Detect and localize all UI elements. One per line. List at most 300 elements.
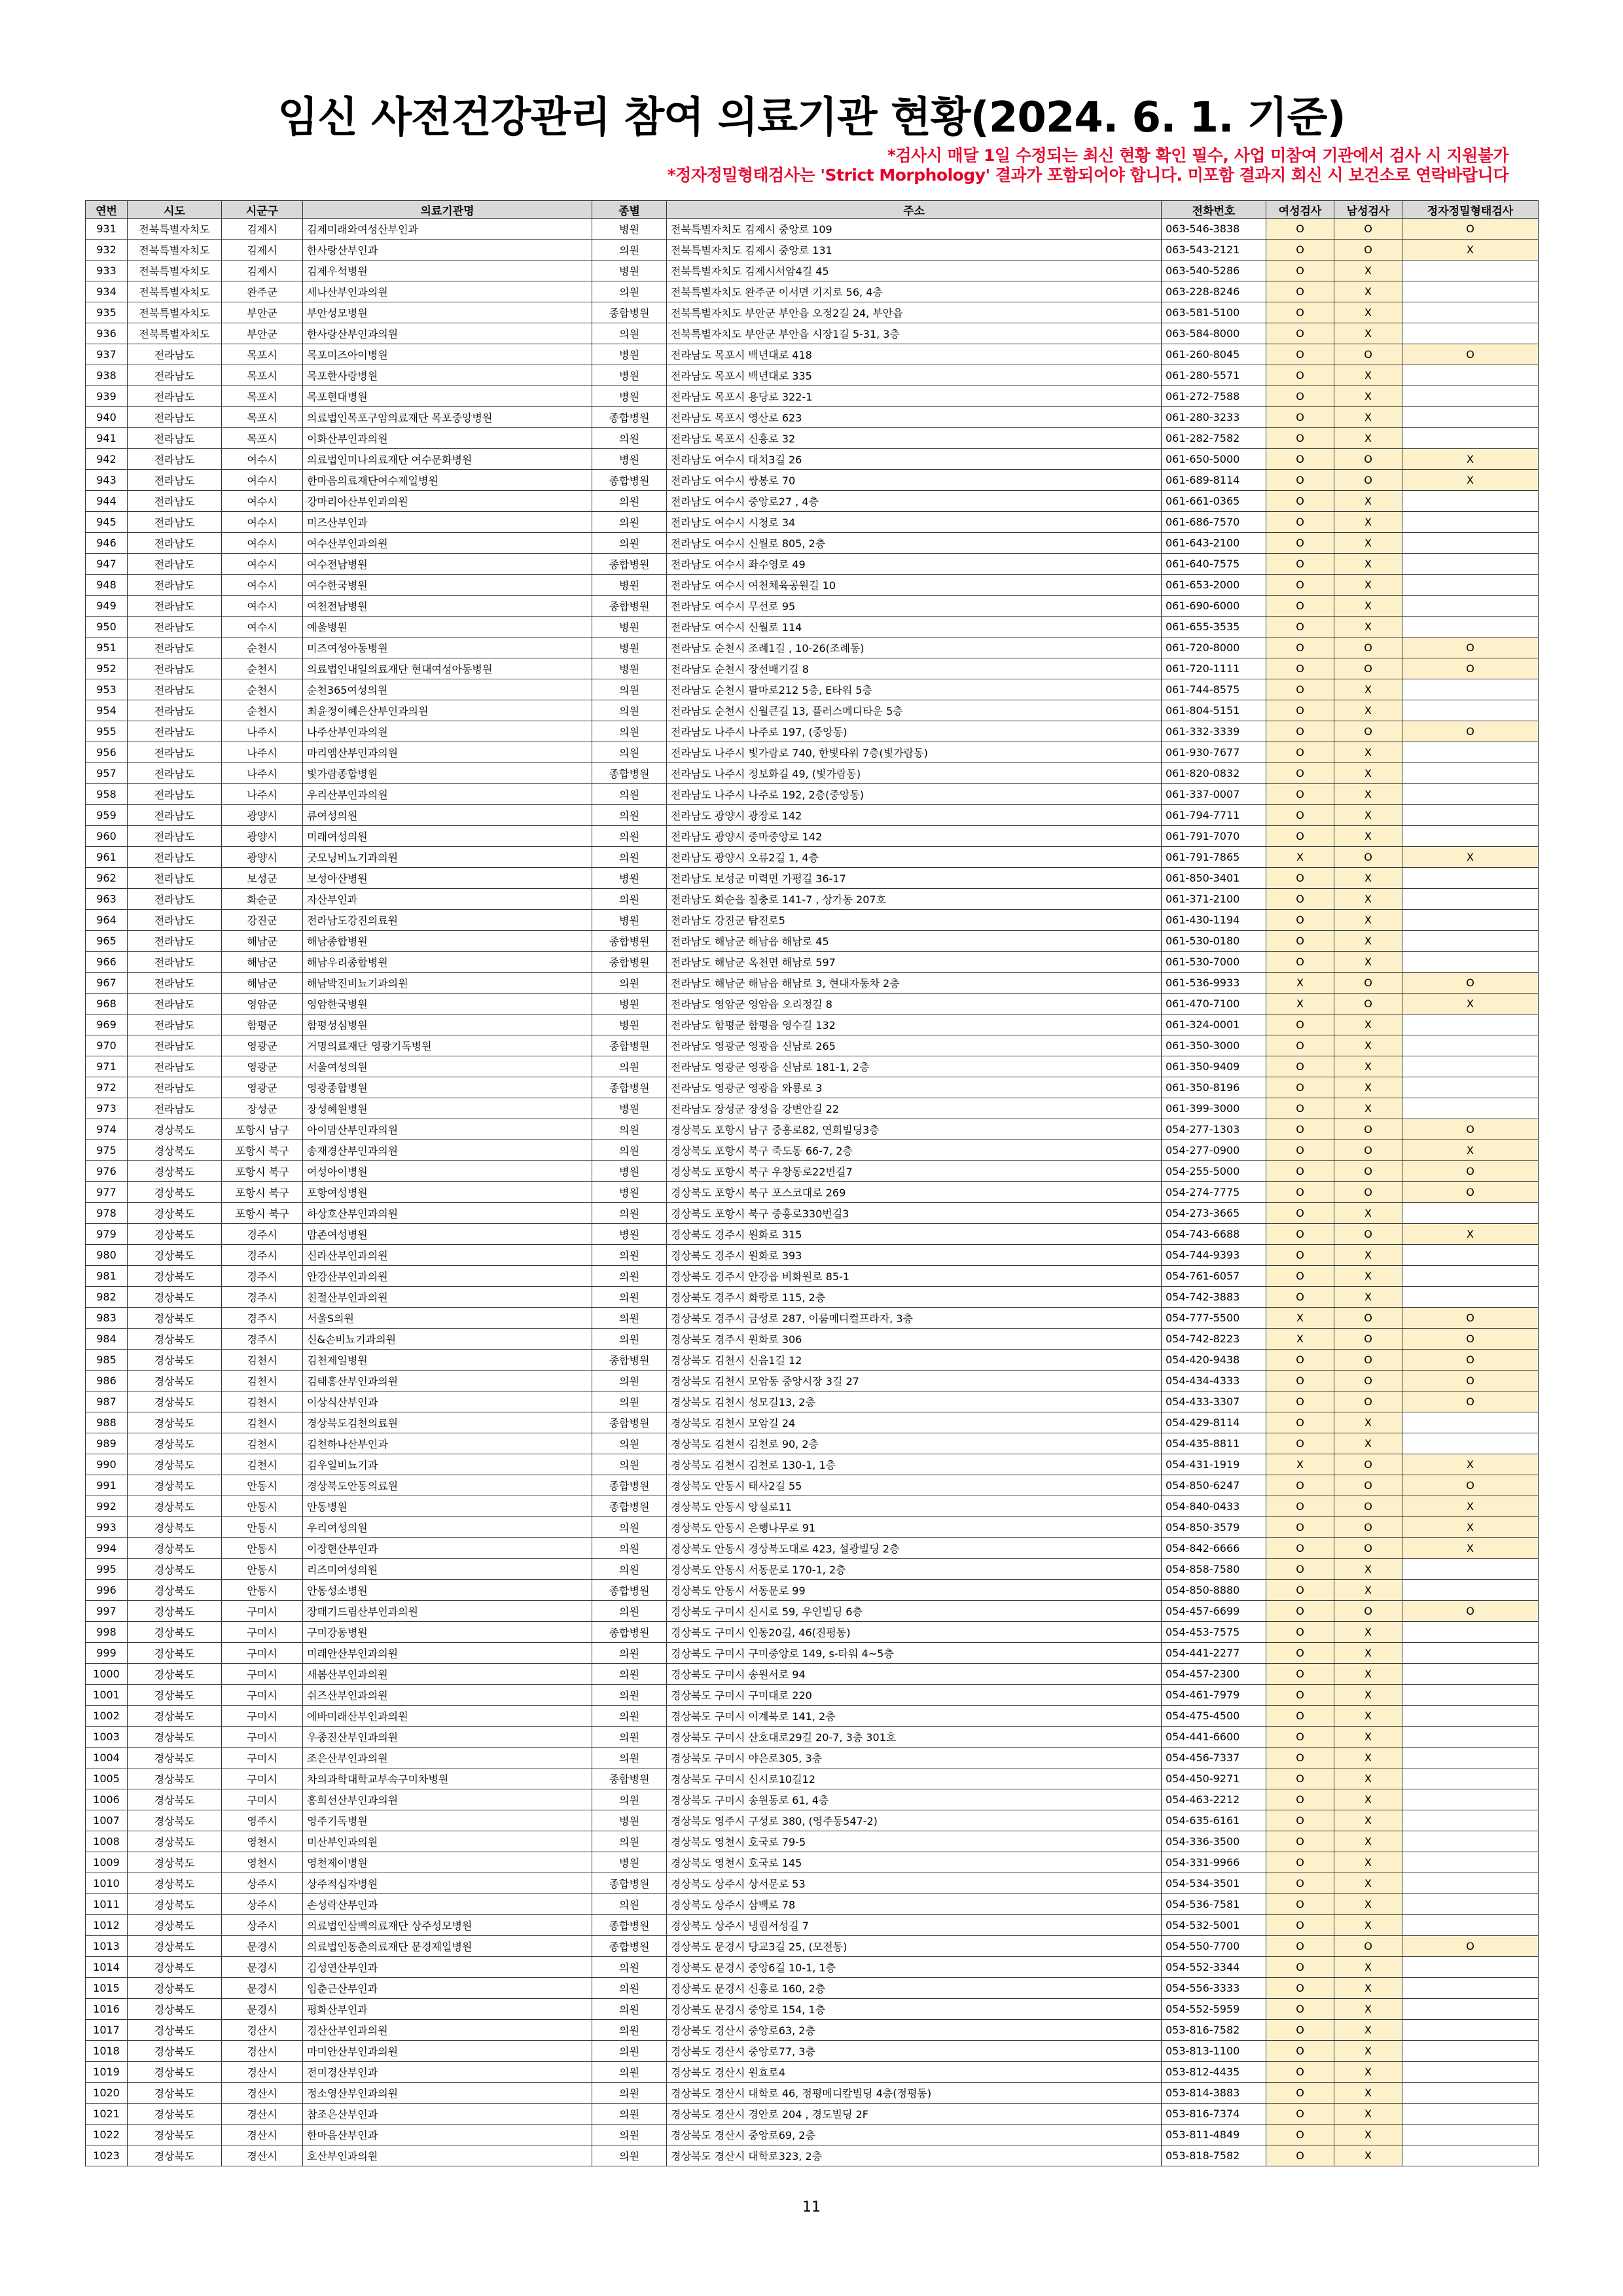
cell-male-test: X <box>1334 596 1402 617</box>
cell-male-test: O <box>1334 1308 1402 1329</box>
cell-province: 경상북도 <box>128 1727 222 1748</box>
cell-province: 경상북도 <box>128 1810 222 1831</box>
cell-city: 안동시 <box>222 1517 303 1538</box>
cell-province: 전북특별자치도 <box>128 281 222 302</box>
cell-seq: 968 <box>86 994 128 1014</box>
cell-city: 경산시 <box>222 2083 303 2104</box>
cell-institution: 김제우석병원 <box>303 260 592 281</box>
cell-city: 여수시 <box>222 554 303 575</box>
cell-institution: 우리산부인과의원 <box>303 784 592 805</box>
cell-city: 목포시 <box>222 365 303 386</box>
cell-address: 경상북도 김천시 김천로 90, 2층 <box>667 1433 1162 1454</box>
cell-female-test: O <box>1266 596 1334 617</box>
cell-province: 경상북도 <box>128 1266 222 1287</box>
cell-phone: 054-552-3344 <box>1162 1957 1266 1978</box>
cell-institution: 한마음산부인과 <box>303 2125 592 2145</box>
cell-sperm-morphology <box>1402 1643 1539 1664</box>
cell-seq: 1023 <box>86 2145 128 2166</box>
cell-institution: 장성혜원병원 <box>303 1098 592 1119</box>
cell-seq: 998 <box>86 1622 128 1643</box>
cell-phone: 061-690-6000 <box>1162 596 1266 617</box>
cell-city: 목포시 <box>222 344 303 365</box>
cell-city: 완주군 <box>222 281 303 302</box>
cell-type: 병원 <box>592 219 667 240</box>
cell-male-test: X <box>1334 1643 1402 1664</box>
table-row <box>86 1748 1539 1768</box>
cell-city: 김제시 <box>222 219 303 240</box>
cell-city: 여수시 <box>222 449 303 470</box>
cell-province: 경상북도 <box>128 1371 222 1391</box>
cell-address: 경상북도 문경시 중앙로 154, 1층 <box>667 1999 1162 2020</box>
cell-province: 전라남도 <box>128 658 222 679</box>
cell-phone: 054-420-9438 <box>1162 1350 1266 1371</box>
cell-male-test: X <box>1334 1559 1402 1580</box>
cell-type: 병원 <box>592 910 667 931</box>
cell-female-test: O <box>1266 1852 1334 1873</box>
cell-institution: 김우일비뇨기과 <box>303 1454 592 1475</box>
cell-institution: 해남종합병원 <box>303 931 592 952</box>
cell-female-test: O <box>1266 1580 1334 1601</box>
cell-province: 전북특별자치도 <box>128 219 222 240</box>
cell-city: 영광군 <box>222 1035 303 1056</box>
cell-institution: 새봄산부인과의원 <box>303 1664 592 1685</box>
cell-address: 경상북도 구미시 구미대로 220 <box>667 1685 1162 1706</box>
cell-male-test: X <box>1334 1077 1402 1098</box>
cell-female-test: O <box>1266 1203 1334 1224</box>
cell-type: 병원 <box>592 1810 667 1831</box>
cell-address: 경상북도 경산시 중앙로77, 3층 <box>667 2041 1162 2062</box>
table-row <box>86 637 1539 658</box>
table-row <box>86 1936 1539 1957</box>
table-row <box>86 491 1539 512</box>
cell-female-test: X <box>1266 994 1334 1014</box>
cell-institution: 영암한국병원 <box>303 994 592 1014</box>
cell-city: 구미시 <box>222 1727 303 1748</box>
cell-city: 구미시 <box>222 1748 303 1768</box>
cell-type: 병원 <box>592 994 667 1014</box>
cell-address: 경상북도 경주시 원화로 315 <box>667 1224 1162 1245</box>
cell-address: 전북특별자치도 김제시 중앙로 109 <box>667 219 1162 240</box>
cell-province: 전라남도 <box>128 617 222 637</box>
cell-city: 함평군 <box>222 1014 303 1035</box>
cell-province: 전라남도 <box>128 637 222 658</box>
cell-address: 경상북도 구미시 신시로 59, 우인빌딩 6층 <box>667 1601 1162 1622</box>
cell-type: 의원 <box>592 512 667 533</box>
cell-sperm-morphology <box>1402 1978 1539 1999</box>
cell-type: 의원 <box>592 1433 667 1454</box>
cell-male-test: X <box>1334 281 1402 302</box>
cell-seq: 979 <box>86 1224 128 1245</box>
table-row <box>86 931 1539 952</box>
cell-phone: 054-277-1303 <box>1162 1119 1266 1140</box>
cell-institution: 김천제일병원 <box>303 1350 592 1371</box>
cell-sperm-morphology: O <box>1402 1371 1539 1391</box>
cell-female-test: O <box>1266 1664 1334 1685</box>
cell-city: 경산시 <box>222 2041 303 2062</box>
cell-female-test: O <box>1266 931 1334 952</box>
cell-province: 전북특별자치도 <box>128 323 222 344</box>
cell-seq: 1002 <box>86 1706 128 1727</box>
cell-city: 김천시 <box>222 1412 303 1433</box>
cell-address: 전북특별자치도 김제시서암4길 45 <box>667 260 1162 281</box>
cell-province: 경상북도 <box>128 1475 222 1496</box>
cell-seq: 938 <box>86 365 128 386</box>
cell-address: 경상북도 구미시 송원서로 94 <box>667 1664 1162 1685</box>
cell-city: 순천시 <box>222 679 303 700</box>
cell-province: 경상북도 <box>128 1936 222 1957</box>
cell-phone: 061-536-9933 <box>1162 973 1266 994</box>
cell-phone: 053-816-7582 <box>1162 2020 1266 2041</box>
cell-sperm-morphology <box>1402 931 1539 952</box>
cell-seq: 937 <box>86 344 128 365</box>
cell-phone: 061-371-2100 <box>1162 889 1266 910</box>
cell-city: 강진군 <box>222 910 303 931</box>
cell-address: 전라남도 나주시 나주로 197, (중앙동) <box>667 721 1162 742</box>
cell-phone: 054-850-8880 <box>1162 1580 1266 1601</box>
cell-male-test: O <box>1334 721 1402 742</box>
cell-female-test: O <box>1266 889 1334 910</box>
cell-male-test: X <box>1334 952 1402 973</box>
cell-male-test: X <box>1334 386 1402 407</box>
cell-sperm-morphology <box>1402 1580 1539 1601</box>
table-row <box>86 1999 1539 2020</box>
cell-female-test: O <box>1266 1224 1334 1245</box>
cell-sperm-morphology <box>1402 2125 1539 2145</box>
cell-institution: 경산산부인과의원 <box>303 2020 592 2041</box>
cell-seq: 967 <box>86 973 128 994</box>
cell-seq: 947 <box>86 554 128 575</box>
cell-seq: 975 <box>86 1140 128 1161</box>
cell-city: 경산시 <box>222 2125 303 2145</box>
cell-phone: 053-813-1100 <box>1162 2041 1266 2062</box>
cell-sperm-morphology <box>1402 386 1539 407</box>
cell-phone: 054-761-6057 <box>1162 1266 1266 1287</box>
cell-sperm-morphology <box>1402 1685 1539 1706</box>
cell-city: 영천시 <box>222 1831 303 1852</box>
cell-phone: 061-661-0365 <box>1162 491 1266 512</box>
cell-phone: 054-850-6247 <box>1162 1475 1266 1496</box>
cell-type: 의원 <box>592 1266 667 1287</box>
cell-institution: 의료법인내일의료재단 현대여성아동병원 <box>303 658 592 679</box>
cell-seq: 945 <box>86 512 128 533</box>
cell-phone: 061-430-1194 <box>1162 910 1266 931</box>
cell-city: 상주시 <box>222 1915 303 1936</box>
cell-male-test: X <box>1334 2145 1402 2166</box>
cell-sperm-morphology <box>1402 260 1539 281</box>
col-header-male-test: 남성검사 <box>1334 201 1402 219</box>
cell-phone: 061-794-7711 <box>1162 805 1266 826</box>
cell-male-test: X <box>1334 1852 1402 1873</box>
cell-province: 전라남도 <box>128 575 222 596</box>
cell-province: 전라남도 <box>128 994 222 1014</box>
cell-seq: 1018 <box>86 2041 128 2062</box>
cell-type: 의원 <box>592 847 667 868</box>
cell-institution: 보성아산병원 <box>303 868 592 889</box>
cell-sperm-morphology <box>1402 1894 1539 1915</box>
cell-institution: 해남우리종합병원 <box>303 952 592 973</box>
cell-female-test: O <box>1266 1936 1334 1957</box>
cell-type: 종합병원 <box>592 596 667 617</box>
cell-phone: 054-273-3665 <box>1162 1203 1266 1224</box>
cell-male-test: O <box>1334 637 1402 658</box>
cell-sperm-morphology: O <box>1402 1475 1539 1496</box>
cell-province: 전라남도 <box>128 449 222 470</box>
cell-phone: 061-686-7570 <box>1162 512 1266 533</box>
cell-sperm-morphology <box>1402 491 1539 512</box>
cell-female-test: O <box>1266 1559 1334 1580</box>
cell-female-test: O <box>1266 1014 1334 1035</box>
cell-female-test: O <box>1266 2062 1334 2083</box>
cell-province: 경상북도 <box>128 1643 222 1664</box>
cell-institution: 해남박진비뇨기과의원 <box>303 973 592 994</box>
cell-city: 포항시 북구 <box>222 1203 303 1224</box>
cell-institution: 아이맘산부인과의원 <box>303 1119 592 1140</box>
table-row <box>86 2041 1539 2062</box>
cell-city: 구미시 <box>222 1643 303 1664</box>
table-row <box>86 847 1539 868</box>
cell-seq: 976 <box>86 1161 128 1182</box>
cell-province: 전라남도 <box>128 868 222 889</box>
cell-male-test: X <box>1334 1412 1402 1433</box>
cell-province: 전라남도 <box>128 889 222 910</box>
cell-type: 의원 <box>592 1643 667 1664</box>
cell-province: 경상북도 <box>128 1140 222 1161</box>
cell-sperm-morphology: O <box>1402 973 1539 994</box>
cell-type: 의원 <box>592 1371 667 1391</box>
cell-female-test: O <box>1266 302 1334 323</box>
cell-phone: 061-350-9409 <box>1162 1056 1266 1077</box>
cell-sperm-morphology <box>1402 1035 1539 1056</box>
cell-address: 경상북도 구미시 송원동로 61, 4층 <box>667 1789 1162 1810</box>
cell-address: 전라남도 순천시 신월큰길 13, 플러스메디타운 5층 <box>667 700 1162 721</box>
cell-sperm-morphology <box>1402 533 1539 554</box>
table-row <box>86 1706 1539 1727</box>
cell-sperm-morphology <box>1402 1287 1539 1308</box>
cell-seq: 934 <box>86 281 128 302</box>
cell-male-test: X <box>1334 1894 1402 1915</box>
cell-type: 의원 <box>592 1391 667 1412</box>
cell-male-test: X <box>1334 260 1402 281</box>
cell-seq: 992 <box>86 1496 128 1517</box>
cell-address: 경상북도 안동시 태사2길 55 <box>667 1475 1162 1496</box>
cell-type: 의원 <box>592 1329 667 1350</box>
cell-male-test: X <box>1334 554 1402 575</box>
cell-seq: 995 <box>86 1559 128 1580</box>
cell-city: 순천시 <box>222 637 303 658</box>
cell-type: 종합병원 <box>592 1915 667 1936</box>
cell-city: 여수시 <box>222 596 303 617</box>
cell-phone: 054-457-6699 <box>1162 1601 1266 1622</box>
cell-seq: 973 <box>86 1098 128 1119</box>
cell-sperm-morphology: X <box>1402 1496 1539 1517</box>
cell-sperm-morphology <box>1402 2020 1539 2041</box>
table-row <box>86 2125 1539 2145</box>
cell-phone: 061-280-5571 <box>1162 365 1266 386</box>
cell-female-test: O <box>1266 1287 1334 1308</box>
cell-address: 경상북도 안동시 앙실로11 <box>667 1496 1162 1517</box>
cell-phone: 061-470-7100 <box>1162 994 1266 1014</box>
cell-female-test: X <box>1266 847 1334 868</box>
cell-institution: 영천제이병원 <box>303 1852 592 1873</box>
col-header-institution: 의료기관명 <box>303 201 592 219</box>
cell-city: 광양시 <box>222 805 303 826</box>
cell-phone: 054-336-3500 <box>1162 1831 1266 1852</box>
table-row <box>86 1245 1539 1266</box>
table-row <box>86 1957 1539 1978</box>
cell-phone: 054-742-8223 <box>1162 1329 1266 1350</box>
cell-seq: 1020 <box>86 2083 128 2104</box>
cell-address: 전라남도 해남군 해남읍 해남로 45 <box>667 931 1162 952</box>
cell-seq: 1012 <box>86 1915 128 1936</box>
cell-male-test: X <box>1334 2041 1402 2062</box>
cell-phone: 053-811-4849 <box>1162 2125 1266 2145</box>
cell-address: 전라남도 장성군 장성읍 강변안길 22 <box>667 1098 1162 1119</box>
cell-institution: 미산부인과의원 <box>303 1831 592 1852</box>
cell-male-test: X <box>1334 742 1402 763</box>
cell-male-test: X <box>1334 1622 1402 1643</box>
cell-female-test: O <box>1266 344 1334 365</box>
col-header-type: 종별 <box>592 201 667 219</box>
cell-seq: 935 <box>86 302 128 323</box>
cell-sperm-morphology: X <box>1402 994 1539 1014</box>
cell-sperm-morphology <box>1402 1412 1539 1433</box>
cell-male-test: X <box>1334 1580 1402 1601</box>
cell-phone: 054-433-3307 <box>1162 1391 1266 1412</box>
cell-city: 경산시 <box>222 2145 303 2166</box>
cell-male-test: X <box>1334 491 1402 512</box>
cell-province: 전라남도 <box>128 1035 222 1056</box>
cell-province: 전라남도 <box>128 1098 222 1119</box>
cell-type: 종합병원 <box>592 1873 667 1894</box>
cell-male-test: X <box>1334 1287 1402 1308</box>
cell-phone: 061-850-3401 <box>1162 868 1266 889</box>
cell-province: 경상북도 <box>128 1412 222 1433</box>
cell-phone: 061-530-0180 <box>1162 931 1266 952</box>
cell-seq: 996 <box>86 1580 128 1601</box>
cell-province: 경상북도 <box>128 2062 222 2083</box>
cell-province: 전라남도 <box>128 931 222 952</box>
cell-seq: 961 <box>86 847 128 868</box>
cell-institution: 예울병원 <box>303 617 592 637</box>
cell-male-test: O <box>1334 240 1402 260</box>
cell-address: 경상북도 경주시 원화로 393 <box>667 1245 1162 1266</box>
cell-sperm-morphology <box>1402 700 1539 721</box>
cell-phone: 054-840-0433 <box>1162 1496 1266 1517</box>
cell-female-test: O <box>1266 952 1334 973</box>
cell-address: 전라남도 강진군 탐진로5 <box>667 910 1162 931</box>
cell-seq: 1001 <box>86 1685 128 1706</box>
cell-sperm-morphology <box>1402 742 1539 763</box>
cell-seq: 942 <box>86 449 128 470</box>
table-row <box>86 1140 1539 1161</box>
table-row <box>86 1517 1539 1538</box>
cell-province: 경상북도 <box>128 1454 222 1475</box>
cell-seq: 982 <box>86 1287 128 1308</box>
cell-phone: 054-450-9271 <box>1162 1768 1266 1789</box>
cell-seq: 993 <box>86 1517 128 1538</box>
cell-institution: 이장현산부인과 <box>303 1538 592 1559</box>
cell-institution: 류여성의원 <box>303 805 592 826</box>
cell-male-test: X <box>1334 1266 1402 1287</box>
cell-institution: 하상호산부인과의원 <box>303 1203 592 1224</box>
cell-female-test: O <box>1266 1685 1334 1706</box>
cell-province: 전라남도 <box>128 1077 222 1098</box>
col-header-female-test: 여성검사 <box>1266 201 1334 219</box>
cell-type: 의원 <box>592 1789 667 1810</box>
cell-seq: 1010 <box>86 1873 128 1894</box>
cell-phone: 061-337-0007 <box>1162 784 1266 805</box>
cell-phone: 053-814-3883 <box>1162 2083 1266 2104</box>
table-row <box>86 1161 1539 1182</box>
cell-city: 경주시 <box>222 1266 303 1287</box>
cell-address: 경상북도 김천시 김천로 130-1, 1층 <box>667 1454 1162 1475</box>
cell-sperm-morphology <box>1402 1433 1539 1454</box>
cell-province: 경상북도 <box>128 2020 222 2041</box>
cell-province: 경상북도 <box>128 1622 222 1643</box>
cell-male-test: O <box>1334 449 1402 470</box>
table-row <box>86 1475 1539 1496</box>
cell-sperm-morphology <box>1402 1203 1539 1224</box>
cell-province: 경상북도 <box>128 1873 222 1894</box>
cell-address: 전북특별자치도 김제시 중앙로 131 <box>667 240 1162 260</box>
cell-male-test: O <box>1334 658 1402 679</box>
table-row <box>86 1391 1539 1412</box>
cell-phone: 054-441-2277 <box>1162 1643 1266 1664</box>
table-row <box>86 2062 1539 2083</box>
cell-seq: 999 <box>86 1643 128 1664</box>
cell-province: 전라남도 <box>128 596 222 617</box>
cell-phone: 054-431-1919 <box>1162 1454 1266 1475</box>
cell-seq: 960 <box>86 826 128 847</box>
cell-institution: 송재경산부인과의원 <box>303 1140 592 1161</box>
cell-phone: 054-842-6666 <box>1162 1538 1266 1559</box>
cell-sperm-morphology <box>1402 617 1539 637</box>
table-row <box>86 617 1539 637</box>
table-body <box>86 219 1539 2166</box>
table-row <box>86 1727 1539 1748</box>
cell-phone: 054-453-7575 <box>1162 1622 1266 1643</box>
cell-city: 경주시 <box>222 1308 303 1329</box>
table-row <box>86 2083 1539 2104</box>
cell-address: 전라남도 목포시 용당로 322-1 <box>667 386 1162 407</box>
cell-male-test: O <box>1334 219 1402 240</box>
cell-seq: 939 <box>86 386 128 407</box>
cell-phone: 054-441-6600 <box>1162 1727 1266 1748</box>
cell-female-test: O <box>1266 1810 1334 1831</box>
cell-male-test: X <box>1334 1664 1402 1685</box>
cell-female-test: O <box>1266 1727 1334 1748</box>
cell-address: 전라남도 여수시 신월로 114 <box>667 617 1162 637</box>
cell-seq: 970 <box>86 1035 128 1056</box>
cell-type: 병원 <box>592 1224 667 1245</box>
cell-phone: 054-457-2300 <box>1162 1664 1266 1685</box>
cell-institution: 영광종합병원 <box>303 1077 592 1098</box>
cell-male-test: O <box>1334 1371 1402 1391</box>
cell-address: 전라남도 순천시 조례1길 , 10-26(조례동) <box>667 637 1162 658</box>
cell-phone: 054-744-9393 <box>1162 1245 1266 1266</box>
cell-male-test: X <box>1334 1035 1402 1056</box>
table-row <box>86 1433 1539 1454</box>
cell-type: 의원 <box>592 1706 667 1727</box>
cell-seq: 1003 <box>86 1727 128 1748</box>
cell-seq: 966 <box>86 952 128 973</box>
cell-sperm-morphology: X <box>1402 1140 1539 1161</box>
cell-sperm-morphology: O <box>1402 721 1539 742</box>
cell-city: 영천시 <box>222 1852 303 1873</box>
cell-city: 영광군 <box>222 1056 303 1077</box>
table-row <box>86 2104 1539 2125</box>
cell-address: 경상북도 영주시 구성로 380, (영주동547-2) <box>667 1810 1162 1831</box>
